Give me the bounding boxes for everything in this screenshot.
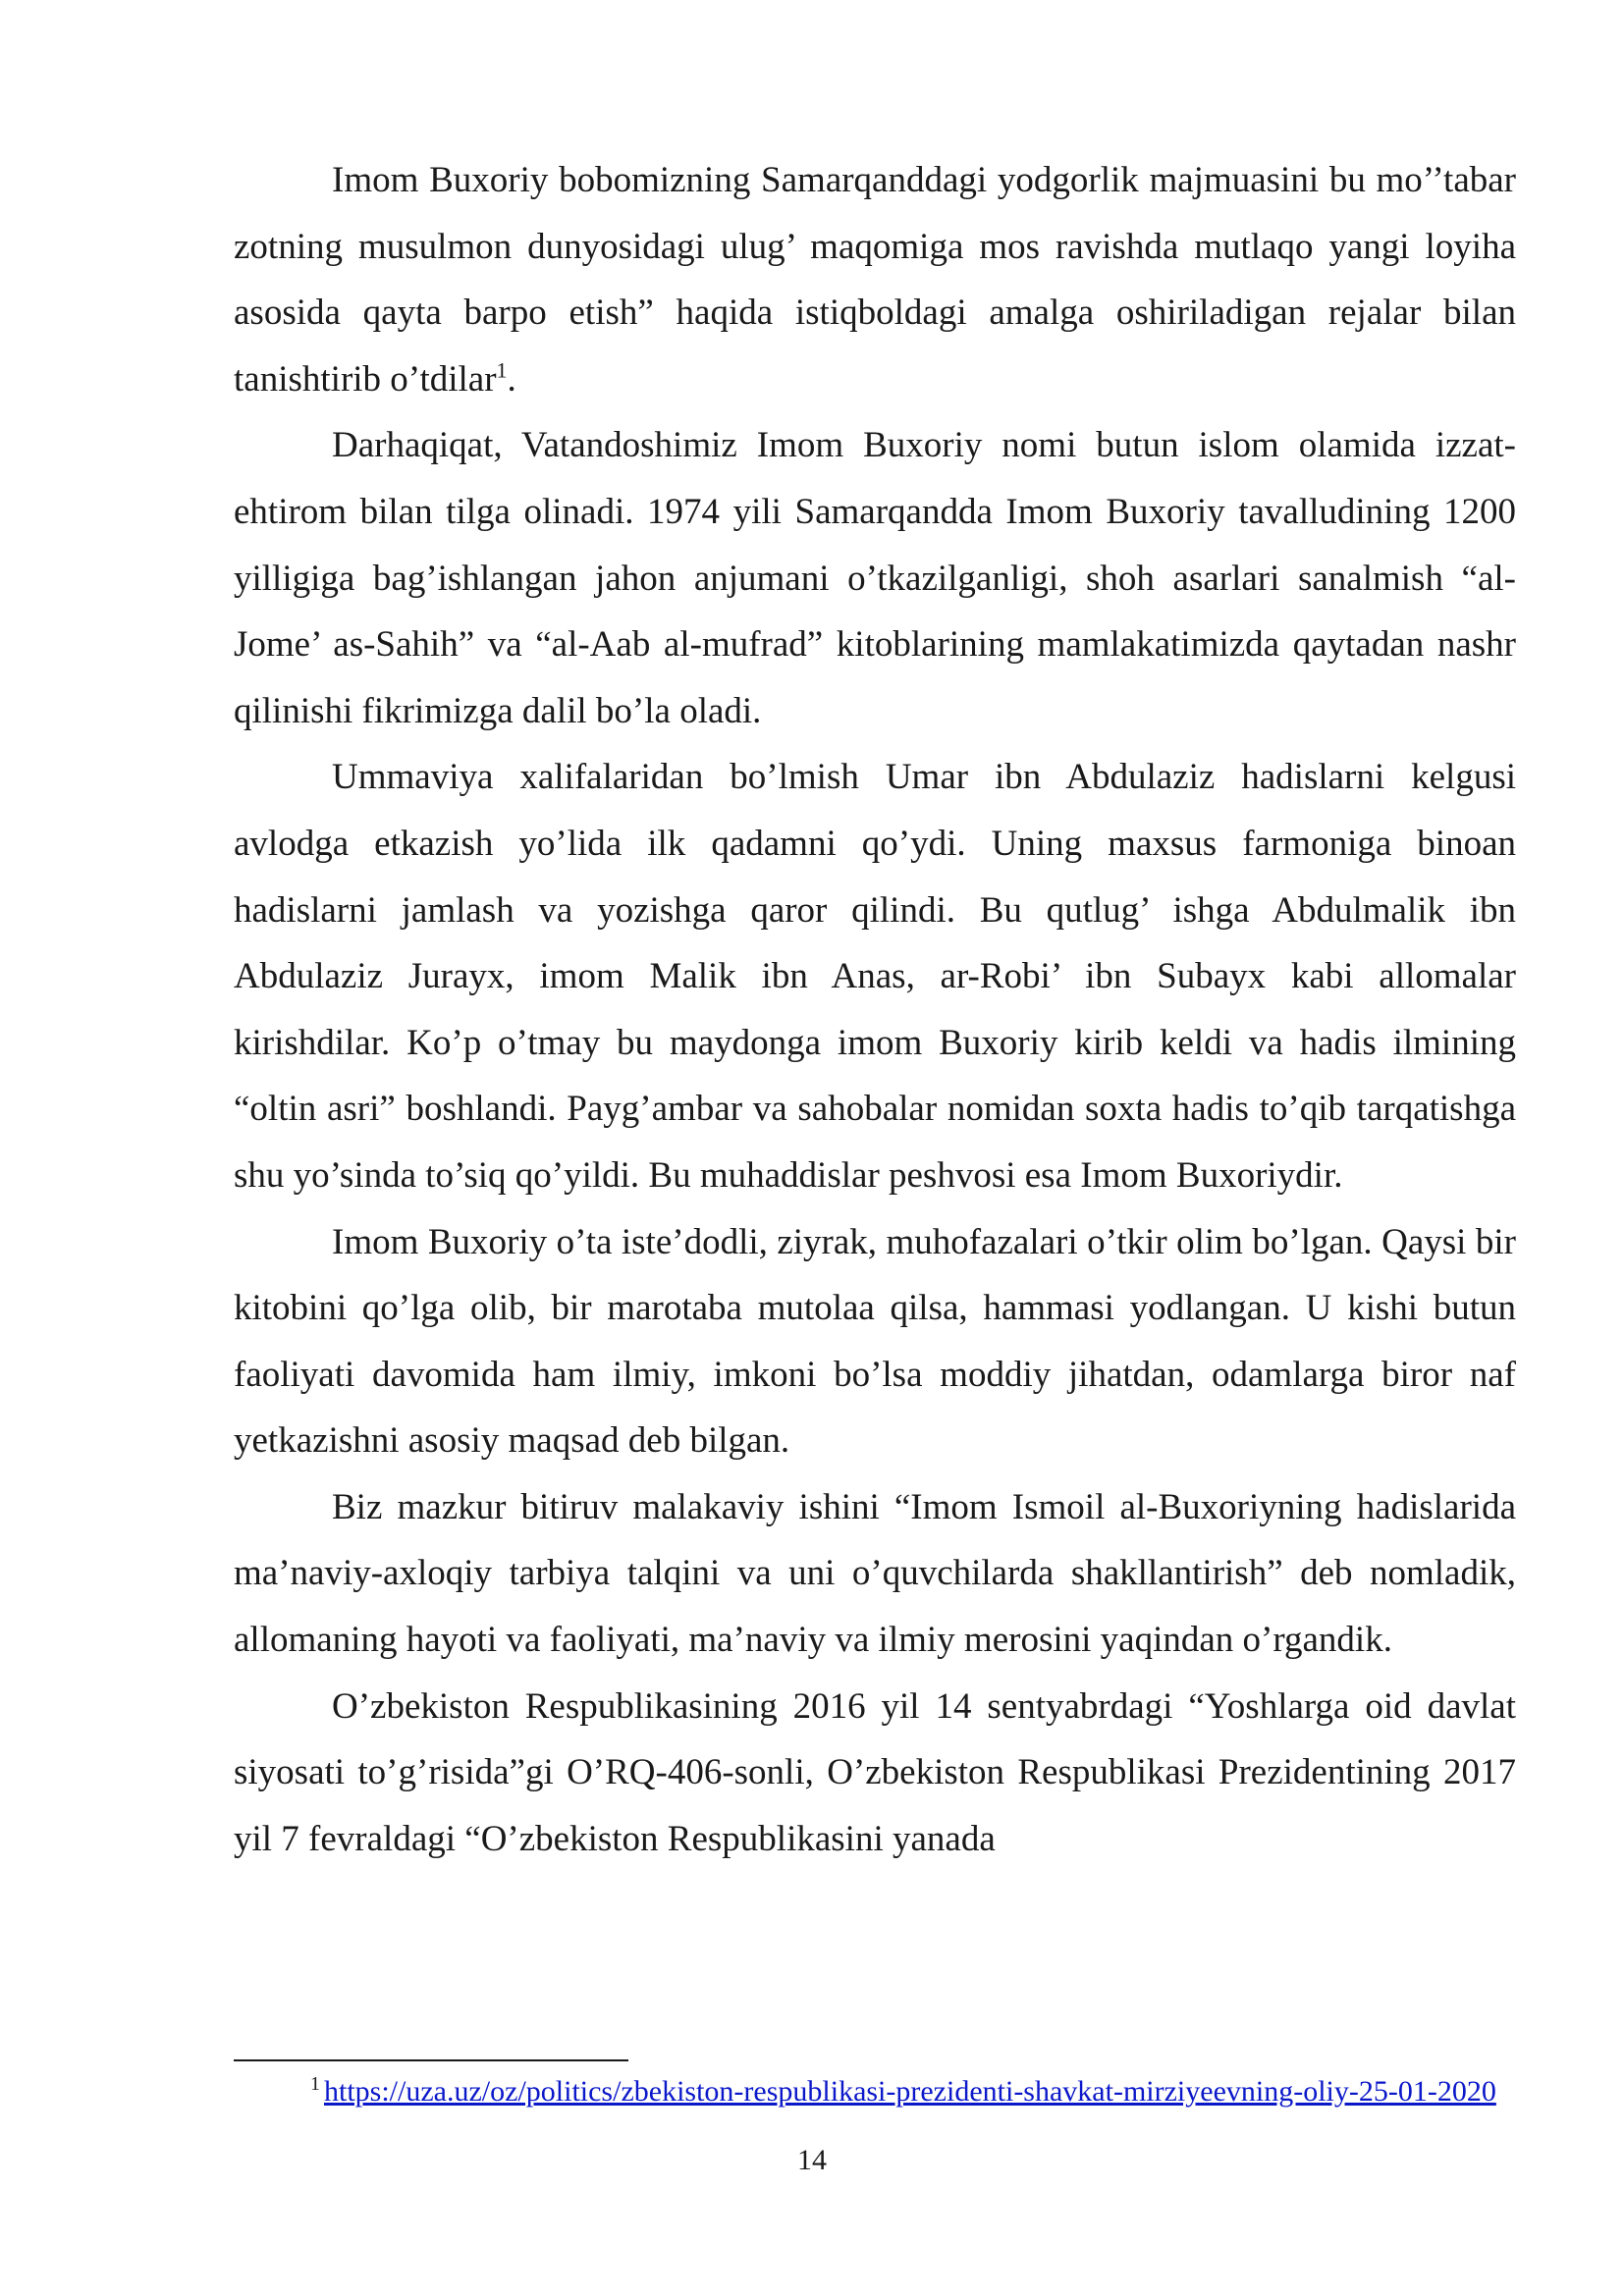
footnote [310,2074,1518,2109]
paragraph-4: Imom Buxoriy o’ta iste’dodli, ziyrak, muhofazalari o’tkir olim bo’lgan. Qaysi bir kitobini qo’lga olib, bir marotaba mutolaa qilsa, hammasi yodlangan. U kishi butun faoliyati davomida ham ilmiy, imkoni bo’lsa moddiy jihatdan, odamlarga biror naf yetkazishni asosiy maqsad deb bilgan. [234,1221,1516,1462]
paragraph-3: Ummaviya xalifalaridan bo’lmish Umar ibn Abdulaziz hadislarni kelgusi avlodga etkazish yo’lida ilk qadamni qo’ydi. Uning maxsus farmoniga binoan hadislarni jamlash va yozishga qaror qilindi. Bu qutlug’ ishga Abdulmalik ibn Abdulaziz Jurayx, imom Malik ibn Anas, ar-Robi’ ibn Subayx kabi allomalar kirishdilar. Ko’p o’tmay bu maydonga imom Buxoriy kirib keldi va hadis ilmining “oltin asri” boshlandi. Payg’ambar va sahobalar nomidan soxta hadis to’qib tarqatishga shu yo’sinda to’siq qo’yildi. Bu muhaddislar peshvosi esa Imom Buxoriydir. [234,757,1516,1196]
paragraph-1 [234,147,1516,412]
footnote-separator [234,2059,628,2061]
body-text [234,147,1516,1872]
page-number: 14 [797,2144,827,2176]
footnote-link[interactable]: https://uza.uz/oz/politics/zbekiston-respublikasi-prezidenti-shavkat-mirziyeevning-oliy-25-01-2020 [324,2075,1496,2108]
paragraph-2: Darhaqiqat, Vatandoshimiz Imom Buxoriy nomi butun islom olamida izzat-ehtirom bilan tilga olinadi. 1974 yili Samarqandda Imom Buxoriy tavalludining 1200 yilligiga bag’ishlangan jahon anjumani o’tkazilganligi, shoh asarlari sanalmish “al-Jome’ as-Sahih” va “al-Aab al-mufrad” kitoblarining mamlakatimizda qaytadan nashr qilinishi fikrimizga dalil bo’la oladi. [234,425,1516,731]
paragraph-6: O’zbekiston Respublikasining 2016 yil 14 sentyabrdagi “Yoshlarga oid davlat siyosati to’g’risida”gi O’RQ-406-sonli, O’zbekiston Respublikasi Prezidentining 2017 yil 7 fevraldagi “O’zbekiston Respublikasini yanada [234,1685,1516,1859]
paragraph-5: Biz mazkur bitiruv malakaviy ishini “Imom Ismoil al-Buxoriyning hadislarida ma’naviy-axloqiy tarbiya talqini va uni o’quvchilarda shakllantirish” deb nomladik, allomaning hayoti va faoliyati, ma’naviy va ilmiy merosini yaqindan o’rgandik. [234,1486,1516,1661]
footnote-reference[interactable]: 1 [496,357,508,383]
paragraph-1-end: . [507,358,516,400]
footnote-mark: 1 [310,2073,320,2095]
paragraph-1-text: Imom Buxoriy bobomizning Samarqanddagi yodgorlik majmuasini bu mo’’tabar zotning musulmon dunyosidagi ulug’ maqomiga mos ravishda mutlaqo yangi loyiha asosida qayta barpo etish” haqida istiqboldagi amalga oshiriladigan rejalar bilan tanishtirib o’tdilar [234,160,1516,400]
